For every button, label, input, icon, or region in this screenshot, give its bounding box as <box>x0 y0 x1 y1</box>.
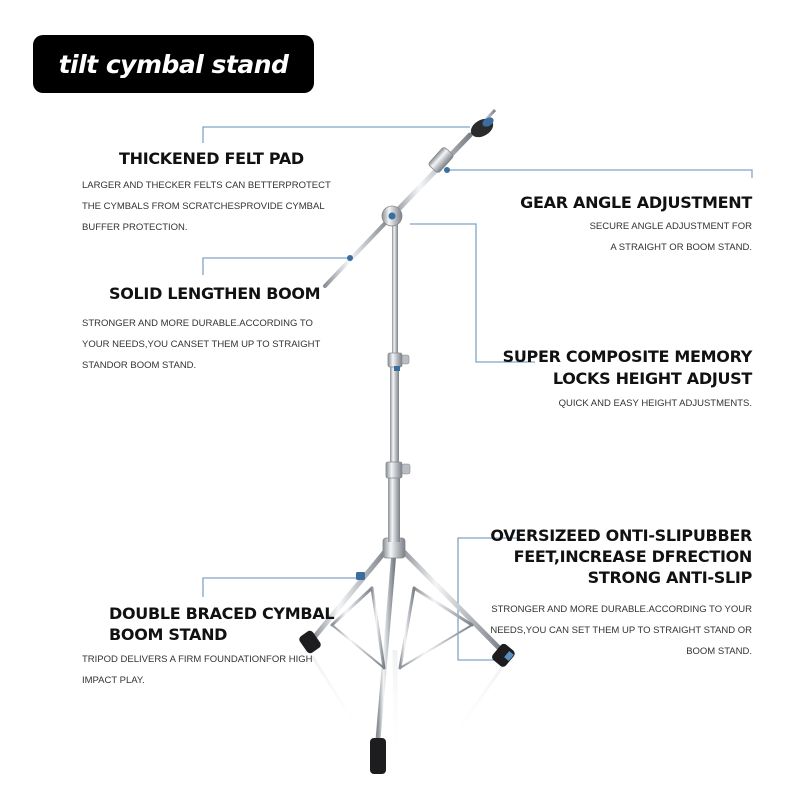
tripod-legs <box>312 548 503 740</box>
page-title: tilt cymbal stand <box>58 49 289 79</box>
floor-reflection <box>312 650 503 760</box>
rubber-feet <box>298 629 517 774</box>
braced-title-line-1: DOUBLE BRACED CYMBAL <box>109 604 335 623</box>
feet-title-line-1: OVERSIZEED ONTI-SLIPUBBER <box>490 526 752 545</box>
felt-pad-title: THICKENED FELT PAD <box>119 149 304 168</box>
callout-braced <box>203 578 357 597</box>
callout-felt-pad <box>203 127 470 143</box>
braced-title-line-2: BOOM STAND <box>109 625 228 644</box>
title-banner <box>33 35 314 93</box>
memory-title-line-1: SUPER COMPOSITE MEMORY <box>502 347 752 366</box>
callout-boom <box>203 258 352 275</box>
boom-title: SOLID LENGTHEN BOOM <box>109 284 321 303</box>
memory-description: QUICK AND EASY HEIGHT ADJUSTMENTS. <box>558 398 752 409</box>
memory-title-line-2: LOCKS HEIGHT ADJUST <box>552 369 752 388</box>
main-tube <box>386 222 410 542</box>
feet-title-line-3: STRONG ANTI-SLIP <box>587 568 752 587</box>
callout-gear <box>447 170 752 178</box>
callout-memory <box>410 224 535 362</box>
gear-title: GEAR ANGLE ADJUSTMENT <box>520 193 752 212</box>
feet-title-line-2: FEET,INCREASE DFRECTION <box>513 547 752 566</box>
